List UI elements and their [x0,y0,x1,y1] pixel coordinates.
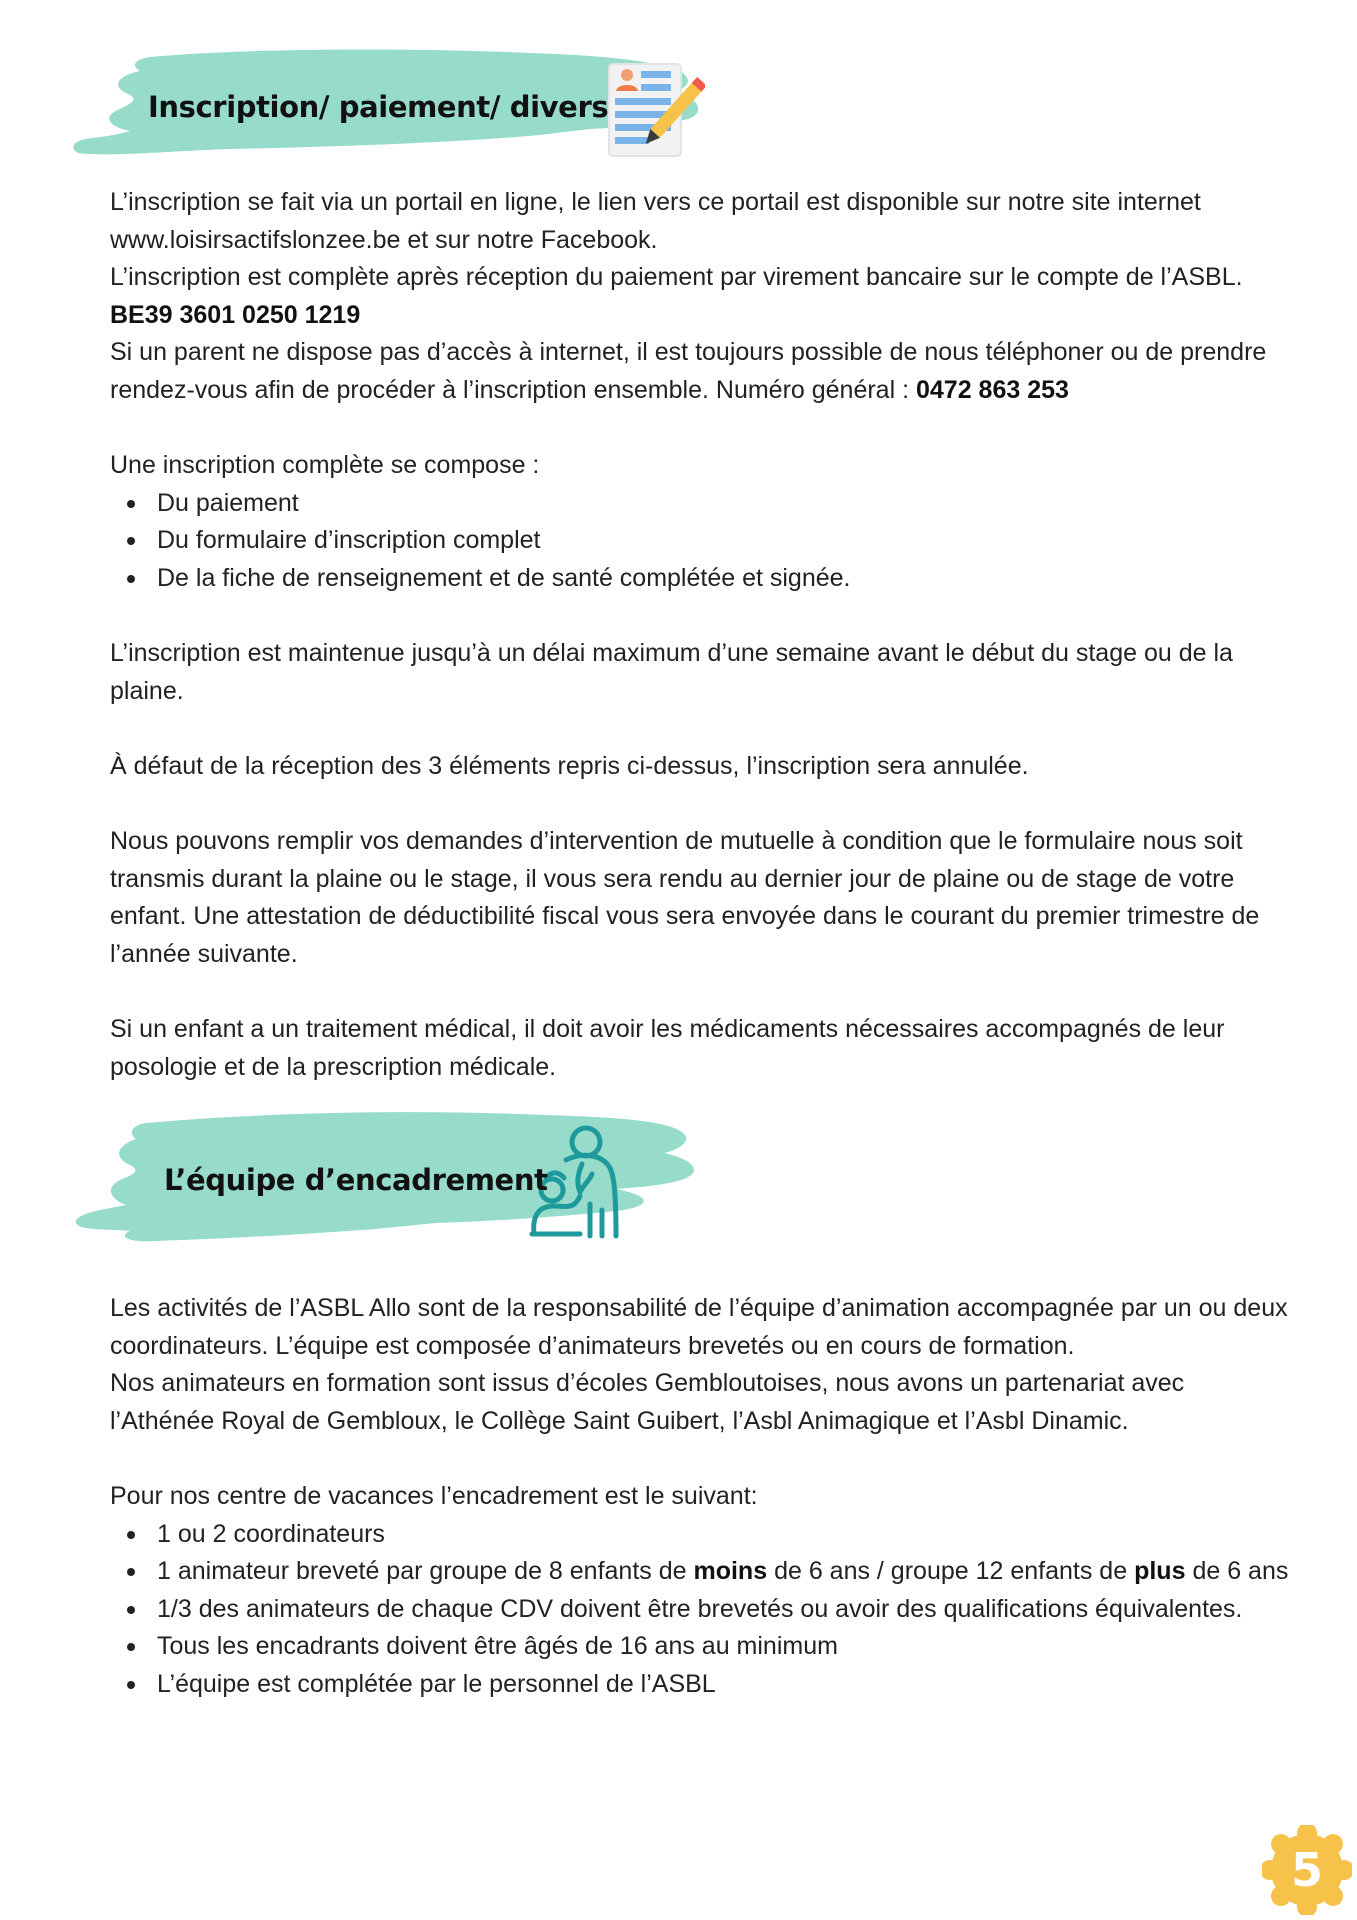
list-item: Du paiement [110,485,1290,523]
phone-text: Si un parent ne dispose pas d’accès à internet, il est toujours possible de nous téléphoner ou de prendre rendez-vous afin de procéder à l’inscription ensemble. Numéro général : [110,338,1267,404]
cancellation-paragraph: À défaut de la réception des 3 éléments repris ci-dessus, l’inscription sera annulée. [110,751,1029,780]
bank-account-number: BE39 3601 0250 1219 [110,300,361,329]
list-item: 1/3 des animateurs de chaque CDV doivent être brevetés ou avoir des qualifications équivalentes. [110,1591,1290,1629]
page-number-badge [1262,1825,1352,1915]
payment-text: L’inscription est complète après réception du paiement par virement bancaire sur le compte de l’ASBL. [110,263,1243,292]
list-item: De la fiche de renseignement et de santé complétée et signée. [110,560,1290,598]
staffing-list-intro: Pour nos centre de vacances l’encadrement est le suivant: [110,1481,758,1510]
partnership-paragraph: Nos animateurs en formation sont issus d’écoles Gembloutoises, nous avons un partenariat avec l’Athénée Royal de Gembloux, le Collège Saint Guibert, l’Asbl Animagique et l’Asbl Dinamic. [110,1369,1185,1435]
list-item: 1 animateur breveté par groupe de 8 enfants de moins de 6 ans / groupe 12 enfants de plus de 6 ans [110,1553,1290,1591]
section1-body [110,184,1290,1086]
list-item: L’équipe est complétée par le personnel de l’ASBL [110,1666,1290,1704]
registration-validity-paragraph: L’inscription est maintenue jusqu’à un délai maximum d’une semaine avant le début du stage ou de la plaine. [110,639,1233,705]
mutual-insurance-paragraph: Nous pouvons remplir vos demandes d’intervention de mutuelle à condition que le formulaire nous soit transmis durant la plaine ou le stage, il vous sera rendu au dernier jour de plaine ou de stage de votre enfant. Une attestation de déductibilité fiscal vous sera envoyée dans le courant du premier trimestre de l’année suivante. [110,827,1260,968]
payment-paragraph [110,259,1290,334]
list-item: Du formulaire d’inscription complet [110,522,1290,560]
section2-body [110,1290,1290,1704]
registration-portal-paragraph: L’inscription se fait via un portail en ligne, le lien vers ce portail est disponible sur notre site internet www.loisirsactifslonzee.be et sur notre Facebook. [110,188,1201,254]
list-item: Tous les encadrants doivent être âgés de 16 ans au minimum [110,1628,1290,1666]
phone-number: 0472 863 253 [916,375,1069,404]
section1-title: Inscription/ paiement/ divers [148,90,609,124]
phone-paragraph [110,334,1290,409]
medical-treatment-paragraph: Si un enfant a un traitement médical, il doit avoir les médicaments nécessaires accompagnés de leur posologie et de la prescription médicale. [110,1015,1225,1081]
list-item: 1 ou 2 coordinateurs [110,1516,1290,1554]
team-responsibility-paragraph: Les activités de l’ASBL Allo sont de la responsabilité de l’équipe d’animation accompagnée par un ou deux coordinateurs. L’équipe est composée d’animateurs brevetés ou en cours de formation. [110,1294,1288,1360]
section2-title: L’équipe d’encadrement [164,1163,548,1197]
staffing-list [110,1516,1290,1704]
registration-requirements-list [110,485,1290,598]
registration-form-pencil-icon [605,58,705,163]
page-number: 5 [1290,1843,1323,1897]
registration-list-intro: Une inscription complète se compose : [110,451,540,480]
